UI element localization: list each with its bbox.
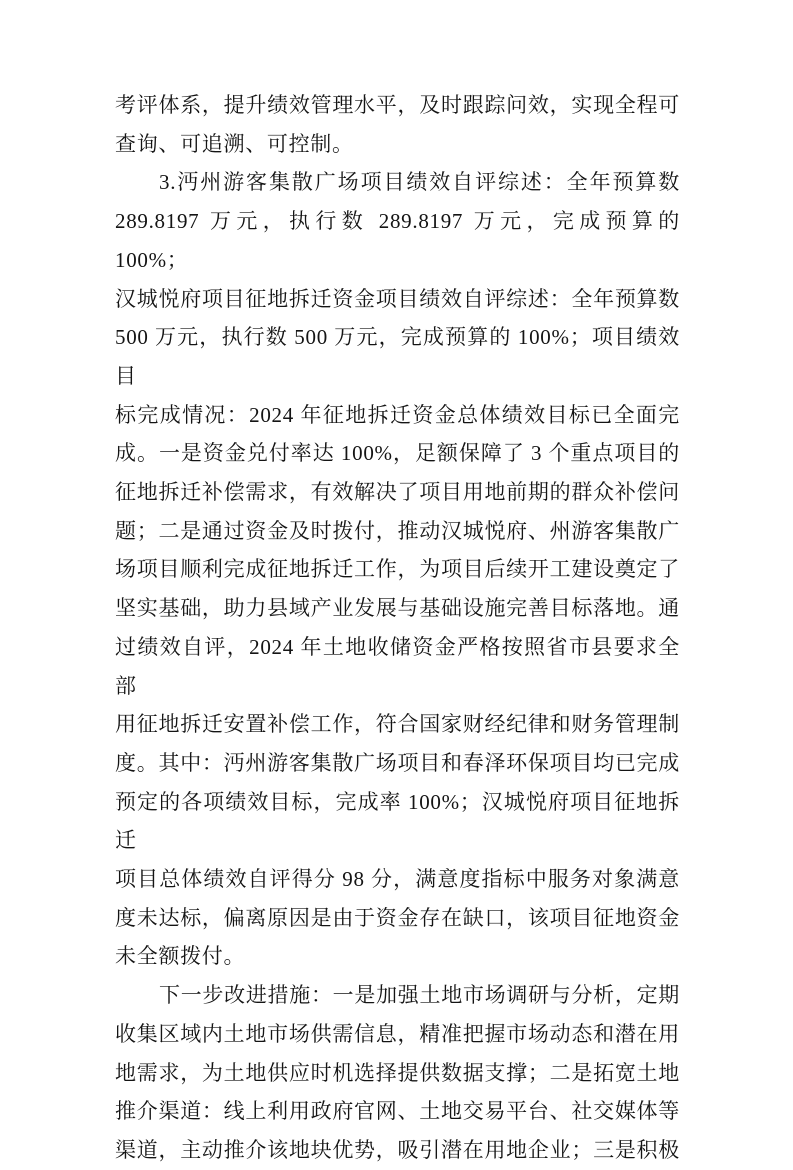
paragraph-next-step-measures [115, 976, 680, 1170]
text-line: 500 万元，执行数 500 万元，完成预算的 100%；项目绩效目 [115, 325, 680, 388]
text-line: 查询、可追溯、可控制。 [115, 131, 354, 156]
text-line: 预定的各项绩效目标，完成率 100%；汉城悦府项目征地拆迁 [115, 789, 680, 853]
text-line: 成。一是资金兑付率达 100%，足额保障了 3 个重点项目的 [115, 441, 680, 466]
text-line: 项目总体绩效自评得分 98 分，满意度指标中服务对象满意 [115, 867, 680, 892]
text-line: 考评体系，提升绩效管理水平，及时跟踪问效，实现全程可 [115, 93, 680, 117]
paragraph-continuation [115, 86, 680, 163]
text-line: 度未达标，偏离原因是由于资金存在缺口，该项目征地资金 [115, 905, 680, 930]
text-line: 地需求，为土地供应时机选择提供数据支撑；二是拓宽土地 [115, 1060, 680, 1085]
text-line: 推介渠道：线上利用政府官网、土地交易平台、社交媒体等 [115, 1099, 680, 1124]
text-line: 坚实基础，助力县域产业发展与基础设施完善目标落地。通 [115, 596, 680, 621]
text-line: 3.沔州游客集散广场项目绩效自评综述：全年预算数 [159, 170, 680, 195]
text-line: 渠道，主动推介该地块优势，吸引潜在用地企业；三是积极 [115, 1137, 680, 1162]
text-line: 题；二是通过资金及时拨付，推动汉城悦府、州游客集散广 [115, 518, 680, 543]
text-line: 下一步改进措施：一是加强土地市场调研与分析，定期 [159, 983, 680, 1008]
document-body [115, 86, 680, 1170]
text-line: 场项目顺利完成征地拆迁工作，为项目后续开工建设奠定了 [115, 557, 680, 582]
text-line: 度。其中：沔州游客集散广场项目和春泽环保项目均已完成 [115, 750, 680, 775]
text-line: 标完成情况：2024 年征地拆迁资金总体绩效目标已全面完 [115, 402, 680, 427]
text-line: 用征地拆迁安置补偿工作，符合国家财经纪律和财务管理制 [115, 712, 680, 737]
text-line: 过绩效自评，2024 年土地收储资金严格按照省市县要求全部 [115, 634, 680, 698]
text-line: 汉城悦府项目征地拆迁资金项目绩效自评综述：全年预算数 [115, 286, 680, 311]
text-line: 征地拆迁补偿需求，有效解决了项目用地前期的群众补偿问 [115, 480, 680, 505]
text-line: 未全额拨付。 [115, 944, 246, 969]
paragraph-project-self-evaluation [115, 163, 680, 976]
text-line: 收集区域内土地市场供需信息，精准把握市场动态和潜在用 [115, 1021, 680, 1046]
text-line: 289.8197 万元，执行数 289.8197 万元，完成预算的 100%； [115, 209, 680, 272]
